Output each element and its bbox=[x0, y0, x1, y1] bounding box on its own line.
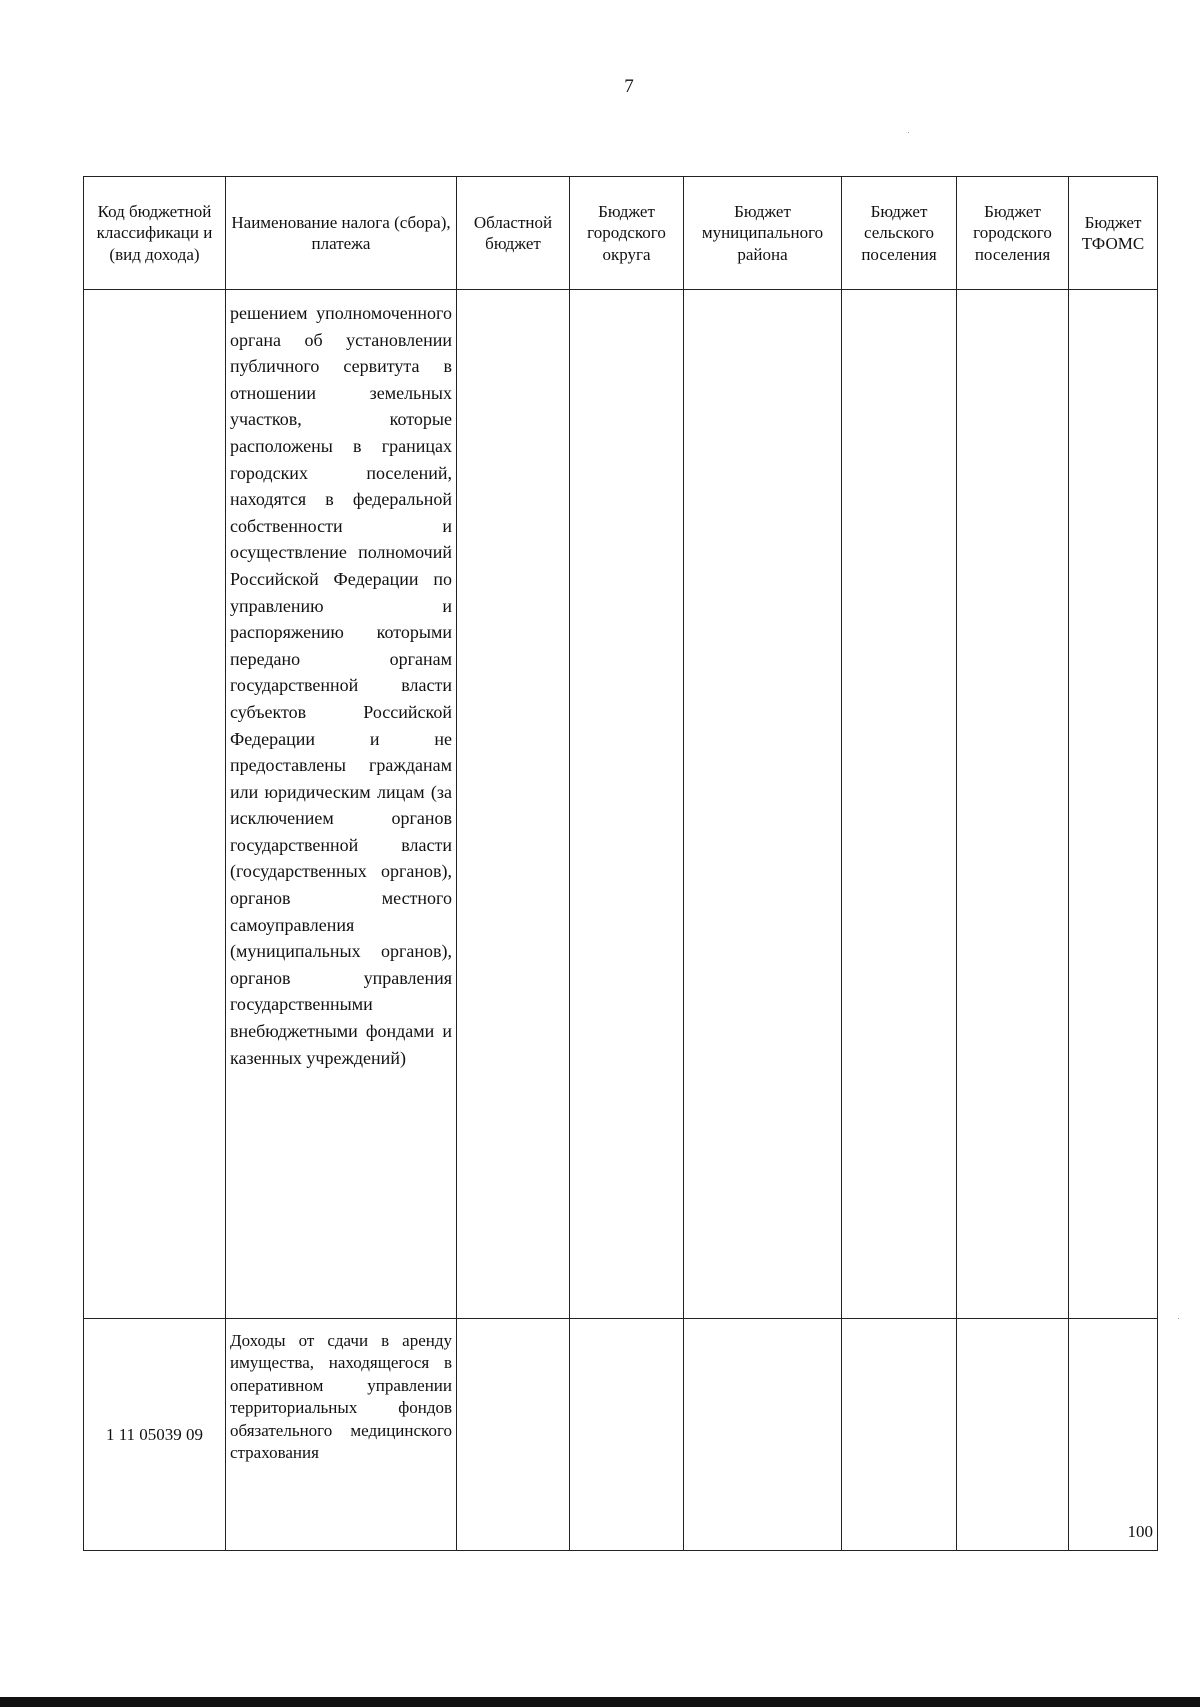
table-row-continued bbox=[84, 290, 1158, 1319]
budget-distribution-table bbox=[83, 176, 1158, 1551]
continued-municipal-district-cell bbox=[684, 290, 842, 1319]
row-oblast-cell bbox=[457, 1319, 570, 1551]
row-tfoms-cell: 100 bbox=[1069, 1319, 1158, 1551]
continued-name-text: решением уполномоченного органа об установлении публичного сервитута в отношении земельных участков, которые расположены в границах городских поселений, находятся в федеральной собственности и осуществление полномочий Российской Федерации по управлению и распоряжению которыми передано органам государственной власти субъектов Российской Федерации и не предоставлены гражданам или юридическим лицам (за исключением органов государственной власти (государственных органов), органов местного самоуправления (муниципальных органов), органов управления государственными внебюджетными фондами и казенных учреждений) bbox=[230, 303, 452, 1068]
scan-speck bbox=[908, 132, 909, 133]
page-number: 7 bbox=[624, 76, 634, 97]
row-code-cell: 1 11 05039 09 bbox=[84, 1319, 226, 1551]
header-name: Наименование налога (сбора), платежа bbox=[226, 177, 457, 290]
scan-bottom-edge bbox=[0, 1697, 1200, 1707]
continued-code-cell bbox=[84, 290, 226, 1319]
row-urban-settlement-cell bbox=[957, 1319, 1069, 1551]
row-municipal-district-cell bbox=[684, 1319, 842, 1551]
continued-urban-settlement-cell bbox=[957, 290, 1069, 1319]
row-name-cell bbox=[226, 1319, 457, 1551]
row-rural-settlement-cell bbox=[842, 1319, 957, 1551]
scan-speck bbox=[1178, 1318, 1179, 1319]
continued-rural-settlement-cell bbox=[842, 290, 957, 1319]
header-city-district: Бюджет городского округа bbox=[570, 177, 684, 290]
table-row bbox=[84, 1319, 1158, 1551]
header-urban-settlement: Бюджет городского поселения bbox=[957, 177, 1069, 290]
header-tfoms: Бюджет ТФОМС bbox=[1069, 177, 1158, 290]
header-municipal-district: Бюджет муниципального района bbox=[684, 177, 842, 290]
row-name-text: Доходы от сдачи в аренду имущества, находящегося в оперативном управлении территориальных фондов обязательного медицинского страхования bbox=[230, 1331, 452, 1463]
continued-oblast-cell bbox=[457, 290, 570, 1319]
continued-city-district-cell bbox=[570, 290, 684, 1319]
header-rural-settlement: Бюджет сельского поселения bbox=[842, 177, 957, 290]
header-oblast: Областной бюджет bbox=[457, 177, 570, 290]
continued-tfoms-cell bbox=[1069, 290, 1158, 1319]
table-header-row bbox=[84, 177, 1158, 290]
row-city-district-cell bbox=[570, 1319, 684, 1551]
header-code: Код бюджетной классификаци и (вид дохода) bbox=[84, 177, 226, 290]
continued-name-cell bbox=[226, 290, 457, 1319]
